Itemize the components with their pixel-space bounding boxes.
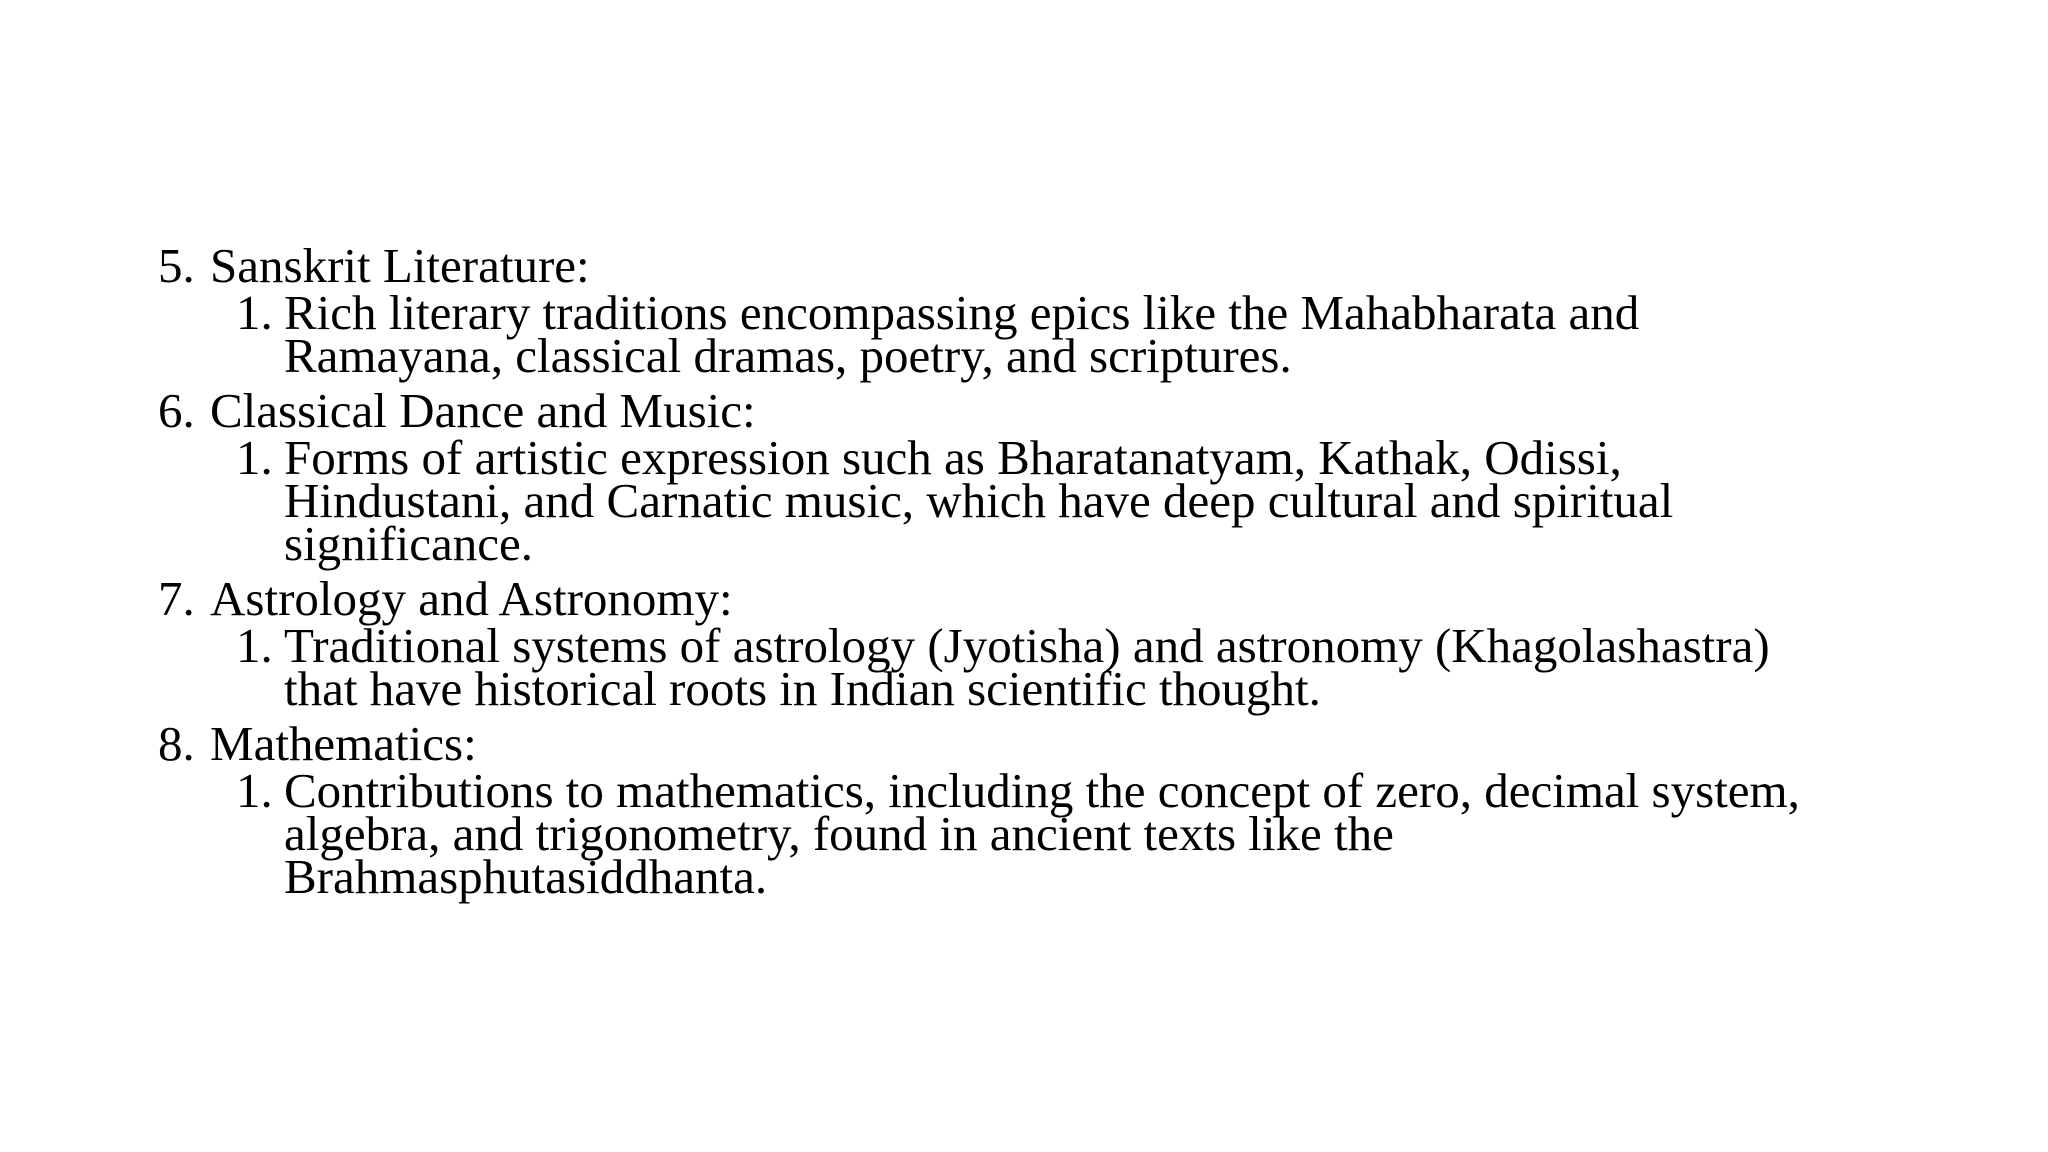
list-item-mathematics — [158, 716, 1918, 904]
numbered-list — [158, 238, 1918, 910]
sub-list-number: 1. — [236, 763, 273, 818]
list-item-classical-dance-music — [158, 383, 1918, 571]
sub-list-number: 1. — [236, 285, 273, 340]
sub-item-text-line: Ramayana, classical dramas, poetry, and scriptures. — [284, 328, 1292, 383]
section-heading: Classical Dance and Music: — [210, 383, 756, 438]
list-number: 8. — [158, 716, 195, 771]
list-item-astrology-astronomy — [158, 571, 1918, 716]
sub-item-text-line: Brahmasphutasiddhanta. — [284, 849, 768, 904]
sub-list-item — [158, 430, 1918, 571]
sub-item-text-line: Hindustani, and Carnatic music, which have deep cultural and spiritual — [284, 473, 1674, 528]
sub-list-item — [158, 618, 1918, 716]
section-heading: Mathematics: — [210, 716, 477, 771]
sub-item-text-line: Contributions to mathematics, including the concept of zero, decimal system, — [284, 763, 1800, 818]
sub-list-item — [158, 285, 1918, 383]
list-number: 6. — [158, 383, 195, 438]
sub-item-text-line: algebra, and trigonometry, found in ancient texts like the — [284, 806, 1394, 861]
section-heading: Sanskrit Literature: — [210, 238, 590, 293]
sub-list-number: 1. — [236, 618, 273, 673]
list-item-sanskrit-literature — [158, 238, 1918, 383]
sub-list-number: 1. — [236, 430, 273, 485]
list-number: 5. — [158, 238, 195, 293]
sub-item-text-line: Traditional systems of astrology (Jyotisha) and astronomy (Khagolashastra) — [284, 618, 1770, 673]
list-number: 7. — [158, 571, 195, 626]
section-heading: Astrology and Astronomy: — [210, 571, 733, 626]
sub-item-text-line: significance. — [284, 516, 533, 571]
sub-item-text-line: that have historical roots in Indian scientific thought. — [284, 661, 1321, 716]
sub-list-item — [158, 763, 1918, 904]
sub-item-text-line: Forms of artistic expression such as Bharatanatyam, Kathak, Odissi, — [284, 430, 1622, 485]
sub-item-text-line: Rich literary traditions encompassing epics like the Mahabharata and — [284, 285, 1640, 340]
